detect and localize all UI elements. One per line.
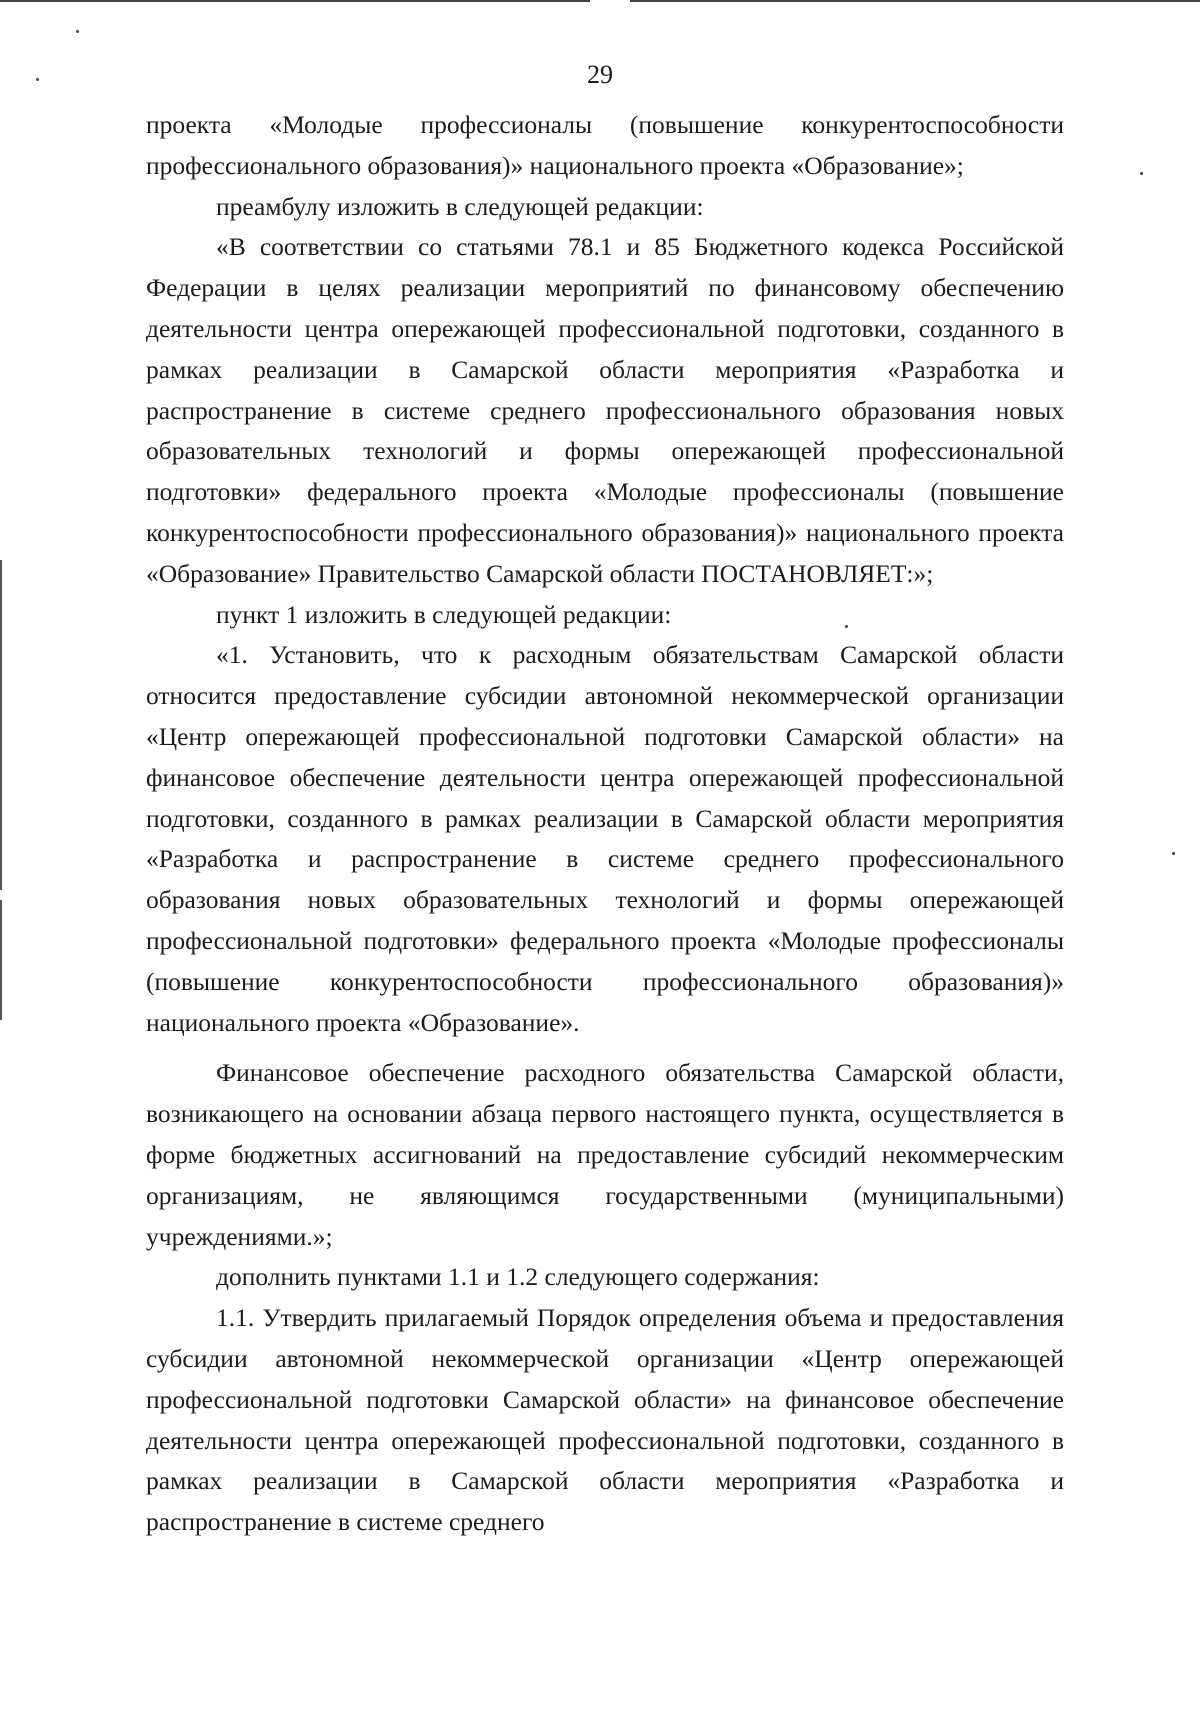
paragraph-point1-1: 1.1. Утвердить прилагаемый Порядок определения объема и предоставления субсидии автономной некоммерческой организации «Центр опережающей профессиональной подготовки Самарской области» на финансовое обеспечение деятельности центра опережающей профессиональной подготовки, созданного в рамках реализации в Самарской области мероприятия «Разработка и распространение в системе среднего [146, 1303, 1064, 1537]
scan-edge-left-lower [0, 900, 2, 1020]
scan-speck [1172, 852, 1175, 855]
scan-speck [76, 30, 79, 33]
paragraph-financing: Финансовое обеспечение расходного обязательства Самарской области, возникающего на основании абзаца первого настоящего пункта, осуществляется в форме бюджетных ассигнований на предоставление субсидий некоммерческим организациям, не являющимся государственными (муниципальными) учреждениями.»; [146, 1058, 1064, 1251]
paragraph-continuation: проекта «Молодые профессионалы (повышение конкурентоспособности профессионального образования)» национального проекта «Образование»; [146, 110, 1064, 180]
page-number: 29 [587, 60, 613, 89]
scan-edge-left [0, 560, 2, 890]
scan-edge-gap [590, 0, 630, 2]
paragraph-preamble-text: «В соответствии со статьями 78.1 и 85 Бюджетного кодекса Российской Федерации в целях реализации мероприятий по финансовому обеспечению деятельности центра опережающей профессиональной подготовки, созданного в рамках реализации в Самарской области мероприятия «Разработка и распространение в системе среднего профессионального образования новых образовательных технологий и формы опережающей профессиональной подготовки» федерального проекта «Молодые профессионалы (повышение конкурентоспособности профессионального образования)» национального проекта «Образование» Правительство Самарской области ПОСТАНОВЛЯЕТ:»; [146, 232, 1064, 588]
scan-speck [1140, 172, 1143, 175]
paragraph-point1-instruction: пункт 1 изложить в следующей редакции: [216, 599, 672, 629]
paragraph-preamble-instruction: преамбулу изложить в следующей редакции: [216, 191, 704, 221]
document-body [146, 105, 1064, 1543]
paragraph-addition-instruction: дополнить пунктами 1.1 и 1.2 следующего содержания: [216, 1262, 820, 1292]
paragraph-point1-text: «1. Установить, что к расходным обязательствам Самарской области относится предоставление субсидии автономной некоммерческой организации «Центр опережающей профессиональной подготовки Самарской области» на финансовое обеспечение деятельности центра опережающей профессиональной подготовки, созданного в рамках реализации в Самарской области мероприятия «Разработка и распространение в системе среднего профессионального образования новых образовательных технологий и формы опережающей профессиональной подготовки» федерального проекта «Молодые профессионалы (повышение конкурентоспособности профессионального образования)» национального проекта «Образование». [146, 640, 1064, 1037]
